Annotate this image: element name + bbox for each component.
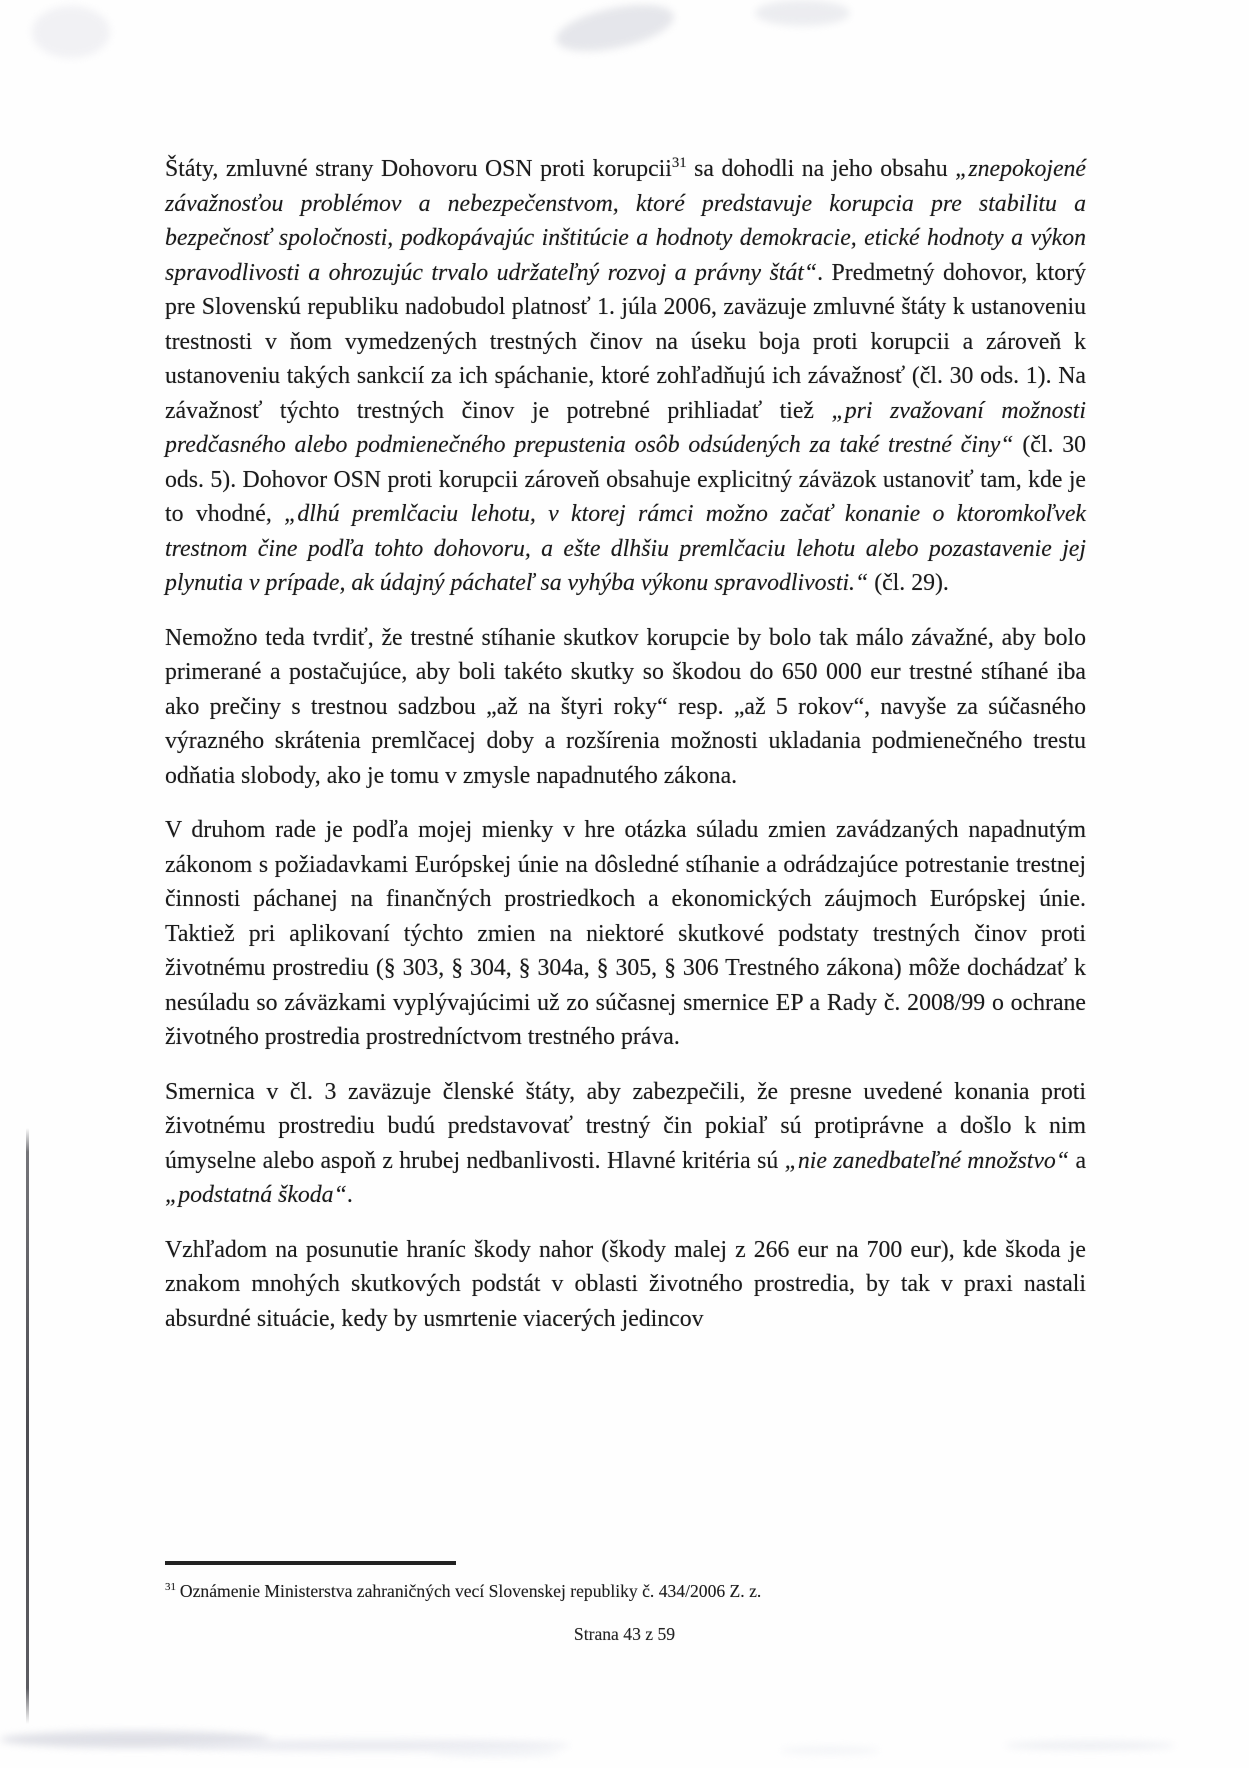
- paragraph: [165, 152, 1086, 601]
- body-text: (čl. 29).: [868, 570, 949, 596]
- paragraph: [165, 621, 1086, 794]
- body-text: a: [1069, 1147, 1087, 1174]
- body-text: Štáty, zmluvné strany Dohovoru OSN proti korupcii: [165, 156, 672, 182]
- scan-smudge-bottom-3: [430, 1749, 560, 1756]
- footnote-reference: 31: [671, 155, 687, 172]
- scan-smudge-bottom-2: [180, 1740, 570, 1751]
- scan-smudge-top-right: [755, 0, 850, 26]
- footnote-marker: 31: [165, 1581, 176, 1594]
- quoted-italic-text: „znepokojené závažnosťou problémov a nebezpečenstvom, ktoré predstavuje korupcia pre stabilitu a bezpečnosť spoločnosti, podkopávajúc inštitúcie a hodnoty demokracie, etické hodnoty a výkon spravodlivosti a ohrozujúc trvalo udržateľný rozvoj a právny štát“: [165, 156, 1086, 286]
- quoted-italic-text: „podstatná škoda“: [165, 1182, 347, 1208]
- footnote: [165, 1580, 1086, 1602]
- page-number: Strana 43 z 59: [573, 1624, 676, 1644]
- body-text: Nemožno teda tvrdiť, že trestné stíhanie skutkov korupcie by bolo tak málo závažné, aby bolo primerané a postačujúce, aby boli takéto skutky so škodou do 650 000 eur trestné stíhané iba ako prečiny s trestnou sadzbou „až na štyri roky“ resp. „až 5 rokov“, navyše za súčasného výrazného skrátenia premlčacej doby a rozšírenia možnosti ukladania podmienečného trestu odňatia slobody, ako je tomu v zmysle napadnutého zákona.: [165, 624, 1086, 789]
- paragraph: [165, 1075, 1086, 1213]
- scan-smudge-top-center: [552, 0, 678, 60]
- body-text: . Predmetný dohovor, ktorý pre Slovenskú republiku nadobudol platnosť 1. júla 2006, zaväzuje zmluvné štáty k ustanoveniu trestnosti v ňom vymedzených trestných činov na úseku boja proti korupcii a zároveň k ustanoveniu takých sankcií za ich spáchanie, ktoré zohľadňujú ich závažnosť (čl. 30 ods. 1). Na závažnosť týchto trestných činov je potrebné prihliadať tiež: [165, 259, 1086, 424]
- footnote-text: Oznámenie Ministerstva zahraničných vecí Slovenskej republiky č. 434/2006 Z. z.: [179, 1581, 762, 1601]
- quoted-italic-text: „nie zanedbateľné množstvo“: [784, 1147, 1070, 1174]
- paragraph: [165, 1233, 1086, 1337]
- body-text: V druhom rade je podľa mojej mienky v hre otázka súladu zmien zavádzaných napadnutým zákonom s požiadavkami Európskej únie na dôsledné stíhanie a odrádzajúce potrestanie trestnej činnosti páchanej na finančných prostriedkoch a ekonomických záujmoch Európskej únie. Taktiež pri aplikovaní týchto zmien na niektoré skutkové podstaty trestných činov proti životnému prostrediu (§ 303, § 304, § 304a, § 305, § 306 Trestného zákona) môže dochádzať k nesúladu so záväzkami vyplývajúcimi už zo súčasnej smernice EP a Rady č. 2008/99 o ochrane životného prostredia prostredníctvom trestného práva.: [165, 817, 1086, 1050]
- scan-smudge-bottom-4: [780, 1747, 880, 1754]
- body-text: Vzhľadom na posunutie hraníc škody nahor (škody malej z 266 eur na 700 eur), kde škoda je znakom mnohých skutkových podstát v oblasti životného prostredia, by tak v praxi nastali absurdné situácie, kedy by usmrtenie viacerých jedincov: [165, 1236, 1086, 1332]
- body-text: .: [346, 1182, 353, 1208]
- quoted-italic-text: „pri zvažovaní možnosti predčasného alebo podmienečného prepustenia osôb odsúdených za také trestné činy“: [165, 397, 1086, 458]
- footnote-separator: [165, 1561, 456, 1565]
- quoted-italic-text: „dlhú premlčaciu lehotu, v ktorej rámci možno začať konanie o ktoromkoľvek trestnom čine podľa tohto dohovoru, a ešte dlhšiu premlčaciu lehotu alebo pozastavenie jej plynutia v prípade, ak údajný páchateľ sa vyhýba výkonu spravodlivosti.“: [165, 501, 1086, 596]
- scan-smudge-bottom-1: [0, 1731, 270, 1748]
- scan-smudge-bottom-5: [1005, 1741, 1175, 1750]
- document-body: [165, 152, 1086, 1356]
- body-text: (čl. 30 ods. 5). Dohovor OSN proti korupcii zároveň obsahuje explicitný záväzok ustanoviť tam, kde je to vhodné,: [165, 432, 1086, 527]
- body-text: Smernica v čl. 3 zaväzuje členské štáty, aby zabezpečili, že presne uvedené konania proti životnému prostrediu budú predstavovať trestný čin pokiaľ sú protiprávne a došlo k nim úmyselne alebo aspoň z hrubej nedbanlivosti. Hlavné kritéria sú: [165, 1078, 1086, 1174]
- body-text: sa dohodli na jeho obsahu: [686, 156, 956, 182]
- paragraph: [165, 813, 1086, 1055]
- scan-smudge-top-left: [32, 6, 110, 58]
